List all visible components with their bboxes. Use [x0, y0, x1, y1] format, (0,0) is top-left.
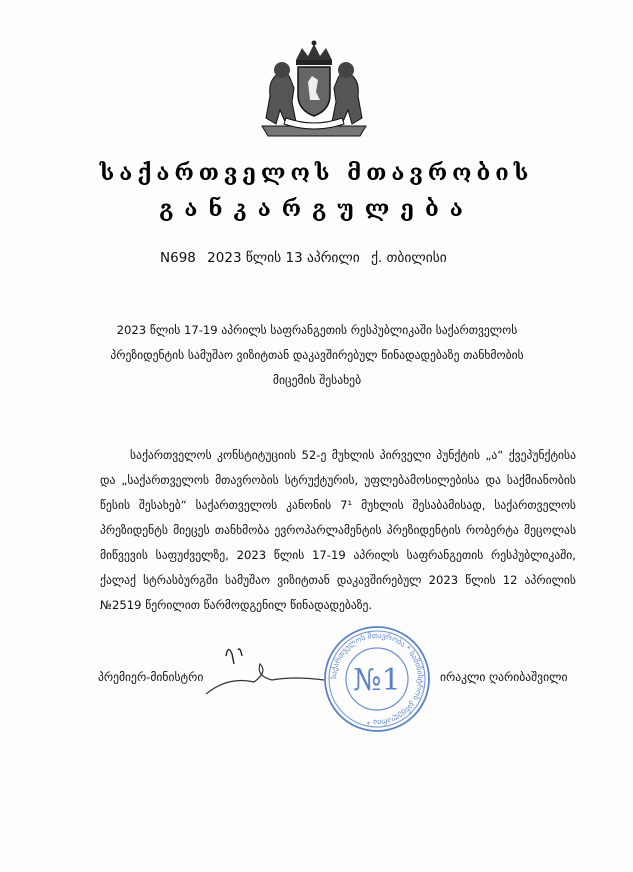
document-place: ქ. თბილისი: [371, 250, 447, 266]
document-type: განკარგულება: [159, 196, 474, 222]
document-body: [100, 443, 576, 618]
handwritten-signature: [198, 636, 338, 702]
signatory-name: ირაკლი ღარიბაშვილი: [440, 670, 568, 684]
document-meta: [160, 250, 454, 266]
seal-number: №1: [353, 663, 401, 698]
coat-of-arms-icon: [256, 40, 372, 143]
seal-ring-text: საქართველოს მთავრობა * სამინისტროს კანცელარია *: [328, 630, 426, 728]
document-number: N698: [160, 250, 196, 266]
signatory-position: პრემიერ-მინისტრი: [98, 670, 204, 684]
document-title: 2023 წლის 17-19 აპრილს საფრანგეთის რესპუბლიკაში საქართველოს პრეზიდენტის სამუშაო ვიზიტთან დაკავშირებულ წინადადებაზე თანხმობის მიცემის შესახებ: [110, 323, 524, 387]
government-name: საქართველოს მთავრობის: [99, 160, 534, 186]
body-paragraph: საქართველოს კონსტიტუციის 52-ე მუხლის პირველი პუნქტის „ა“ ქვეპუნქტისა და „საქართველოს მთავრობის სტრუქტურის, უფლებამოსილებისა და საქმიანობის წესის შესახებ“ საქართველოს კანონის 7¹ მუხლის შესაბამისად, საქართველოს პრეზიდენტს მიეცეს თანხმობა ევროპარლამენტის პრეზიდენტის რობერტა მეცოლას მიწვევის საფუძველზე, 2023 წლის 17-19 აპრილს საფრანგეთის რესპუბლიკაში, ქალაქ სტრასბურგში სამუშაო ვიზიტთან დაკავშირებულ 2023 წლის 12 აპრილის №2519 წერილით წარმოდგენილ წინადადებაზე.: [100, 448, 576, 612]
document-date: 2023 წლის 13 აპრილი: [207, 250, 360, 266]
official-seal: [322, 624, 432, 734]
